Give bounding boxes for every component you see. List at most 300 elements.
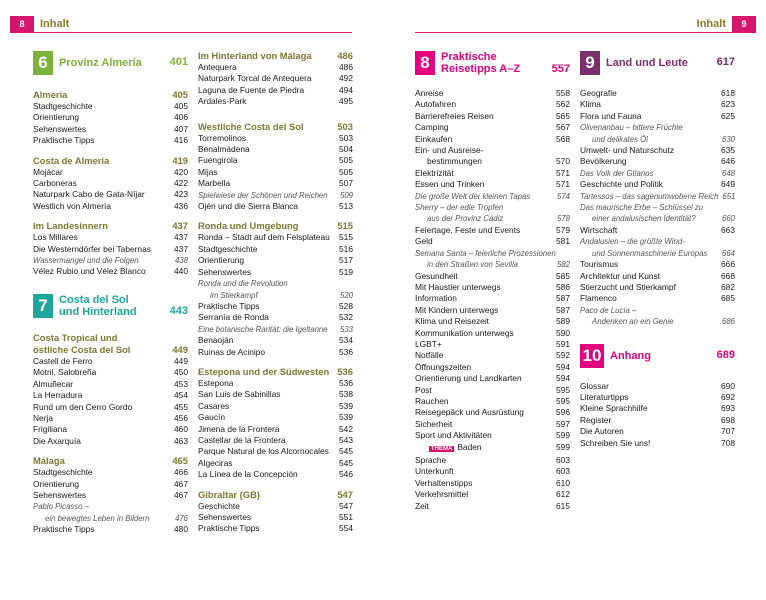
toc-entry-title: Castell de Ferro bbox=[33, 355, 93, 366]
subsection-heading[interactable]: Im Hinterland von Málaga 486 bbox=[198, 50, 353, 61]
toc-entry[interactable] bbox=[198, 435, 353, 446]
toc-entry-page: 594 bbox=[556, 361, 570, 372]
toc-entry[interactable] bbox=[198, 335, 353, 346]
toc-entry[interactable] bbox=[415, 455, 570, 466]
header-title-left: Inhalt bbox=[40, 18, 70, 30]
subsection-heading[interactable]: Estepona und der Südwesten 536 bbox=[198, 365, 353, 377]
toc-entry-title: Post bbox=[415, 384, 432, 395]
toc-entry[interactable] bbox=[580, 305, 735, 316]
toc-entry-page: 646 bbox=[721, 156, 735, 167]
toc-entry[interactable] bbox=[33, 424, 188, 435]
toc-entry[interactable] bbox=[580, 248, 735, 259]
toc-entry-title: Orientierung bbox=[33, 112, 80, 123]
toc-entry[interactable] bbox=[580, 236, 735, 247]
toc-entry-page: 597 bbox=[556, 418, 570, 429]
section-title: Land und Leute bbox=[606, 57, 688, 69]
toc-entry-page: 603 bbox=[556, 455, 570, 465]
subsection-heading[interactable]: Costa de Almería 419 bbox=[33, 154, 188, 166]
toc-entry-title: Das Volk der Gitanos bbox=[580, 168, 654, 178]
toc-entry[interactable] bbox=[198, 144, 353, 155]
toc-entry-page: 546 bbox=[339, 469, 353, 480]
toc-entry-title: La Línea de la Concepción bbox=[198, 469, 298, 480]
toc-entry-title: Mit Kindern unterwegs bbox=[415, 304, 499, 315]
toc-entry[interactable] bbox=[33, 266, 188, 277]
toc-entry-title: Klima bbox=[580, 99, 601, 110]
section-number: 9 bbox=[580, 51, 600, 75]
toc-entry-title: Mojácar bbox=[33, 166, 63, 177]
toc-entry-page: 663 bbox=[721, 224, 735, 235]
subsection-heading[interactable]: Gibraltar (GB) 547 bbox=[198, 488, 353, 500]
toc-entry[interactable] bbox=[198, 155, 353, 166]
subsection-heading[interactable]: Ronda und Umgebung 515 bbox=[198, 220, 353, 232]
toc-entry-page: 686 bbox=[721, 317, 735, 327]
toc-entry-title: Geschichte und Politik bbox=[580, 179, 663, 190]
toc-entry-title: Literaturtipps bbox=[580, 391, 629, 402]
subsection-heading[interactable]: Im Landesinnern 437 bbox=[33, 220, 188, 232]
toc-entry[interactable] bbox=[580, 134, 735, 145]
toc-entry-page: 505 bbox=[339, 155, 353, 166]
toc-entry[interactable] bbox=[580, 88, 735, 99]
toc-entry-page: 664 bbox=[721, 248, 735, 258]
toc-entry-title: Geld bbox=[415, 236, 433, 247]
toc-entry[interactable] bbox=[198, 255, 353, 266]
toc-entry[interactable] bbox=[415, 122, 570, 133]
toc-entry-page: 536 bbox=[339, 377, 353, 388]
toc-entry[interactable] bbox=[415, 191, 570, 202]
toc-entry-page: 581 bbox=[556, 236, 570, 247]
toc-entry[interactable]: Praktische Tipps 480 bbox=[33, 524, 188, 535]
toc-entry-page: 405 bbox=[174, 101, 188, 111]
toc-entry[interactable] bbox=[198, 301, 353, 312]
toc-entry[interactable] bbox=[33, 124, 188, 135]
toc-entry[interactable] bbox=[33, 379, 188, 390]
subsection-heading[interactable]: Almería 405 bbox=[33, 89, 188, 100]
toc-entry-title: Tourismus bbox=[580, 259, 619, 270]
toc-entry[interactable] bbox=[415, 501, 570, 512]
toc-entry-page: 692 bbox=[721, 391, 735, 402]
header-title-right: Inhalt bbox=[696, 18, 726, 30]
toc-entry-page: 505 bbox=[339, 166, 353, 177]
toc-entry[interactable] bbox=[198, 178, 353, 189]
thema-badge: THEMA bbox=[431, 445, 453, 452]
toc-entry-page: 533 bbox=[339, 324, 353, 334]
section-number: 8 bbox=[415, 51, 435, 75]
toc-entry[interactable] bbox=[580, 179, 735, 190]
toc-entry-title: Zeit bbox=[415, 500, 429, 511]
toc-entry[interactable] bbox=[198, 232, 353, 243]
toc-entry[interactable] bbox=[33, 244, 188, 255]
toc-entry-title: Mit Haustier unterwegs bbox=[415, 281, 501, 292]
section-title: Costa del Sol und Hinterland bbox=[59, 293, 137, 318]
toc-entry-page: 538 bbox=[339, 389, 353, 400]
toc-column-2 bbox=[198, 49, 353, 535]
toc-entry-title: Nerja bbox=[33, 412, 54, 423]
toc-entry-page: 440 bbox=[174, 266, 188, 277]
toc-entry[interactable] bbox=[415, 489, 570, 500]
toc-entry[interactable] bbox=[580, 282, 735, 293]
toc-entry-title: Ein- und Ausreise- bbox=[415, 145, 484, 156]
toc-entry[interactable] bbox=[198, 469, 353, 480]
toc-entry[interactable] bbox=[198, 267, 353, 278]
toc-entry-page: 708 bbox=[721, 437, 735, 448]
toc-entry-title: Die große Welt der kleinen Tapas bbox=[415, 191, 531, 201]
section-page: 401 bbox=[169, 56, 188, 69]
toc-entry[interactable] bbox=[415, 282, 570, 293]
toc-entry-title: Jimena de la Frontera bbox=[198, 423, 280, 434]
toc-entry-page: 422 bbox=[174, 178, 188, 189]
toc-entry[interactable] bbox=[198, 190, 353, 201]
toc-entry-title: Parque Natural de los Alcornocales bbox=[198, 446, 329, 457]
section-9-heading[interactable] bbox=[580, 51, 735, 75]
toc-entry[interactable] bbox=[198, 96, 353, 107]
toc-entry-title: Sehenswertes bbox=[198, 266, 252, 277]
toc-entry-title: Wirtschaft bbox=[580, 224, 618, 235]
toc-entry[interactable] bbox=[33, 201, 188, 212]
toc-entry[interactable]: ein bewegtes Leben in Bildern 476 bbox=[45, 513, 188, 523]
toc-entry[interactable] bbox=[33, 167, 188, 178]
section-6-heading[interactable] bbox=[33, 51, 188, 75]
toc-entry-title: Stadtgeschichte bbox=[33, 467, 93, 478]
toc-entry-page: 648 bbox=[721, 168, 735, 178]
toc-entry[interactable] bbox=[580, 145, 735, 156]
toc-entry[interactable] bbox=[415, 213, 570, 224]
toc-entry-page: 407 bbox=[174, 123, 188, 134]
toc-entry-page: 507 bbox=[339, 178, 353, 189]
toc-entry-page: 532 bbox=[339, 312, 353, 323]
toc-entry-page: 582 bbox=[556, 260, 570, 270]
toc-entry[interactable] bbox=[580, 202, 735, 213]
toc-entry[interactable] bbox=[415, 293, 570, 304]
section-title: Praktische Reisetipps A–Z bbox=[441, 51, 521, 75]
toc-entry[interactable] bbox=[415, 328, 570, 339]
toc-entry-page: 492 bbox=[339, 73, 353, 84]
toc-entry-title: Kleine Sprachhilfe bbox=[580, 403, 648, 414]
toc-entry-page: 543 bbox=[339, 434, 353, 445]
toc-entry-title: Ardales-Park bbox=[198, 96, 247, 107]
toc-entry[interactable] bbox=[415, 419, 570, 430]
toc-entry-thema[interactable]: THEMA Baden 599 bbox=[431, 441, 570, 452]
toc-entry[interactable] bbox=[580, 168, 735, 179]
toc-entry-page: 542 bbox=[339, 423, 353, 434]
toc-entry[interactable] bbox=[415, 362, 570, 373]
toc-entry-page: 416 bbox=[174, 135, 188, 146]
toc-column-3 bbox=[415, 49, 570, 512]
toc-entry-title: Sehenswertes bbox=[33, 489, 87, 500]
toc-entry[interactable] bbox=[415, 339, 570, 350]
subsection-heading[interactable]: Costa Tropical und östliche Costa del Sol 449 bbox=[33, 331, 188, 355]
toc-entry-page: 612 bbox=[556, 489, 570, 500]
toc-entry[interactable] bbox=[33, 189, 188, 200]
toc-entry-title: Bevölkerung bbox=[580, 156, 627, 167]
toc-entry-title: bestimmungen bbox=[427, 156, 482, 167]
toc-entry-page: 618 bbox=[721, 88, 735, 98]
toc-entry[interactable] bbox=[198, 312, 353, 323]
toc-entry[interactable] bbox=[33, 135, 188, 146]
toc-entry-page: 625 bbox=[721, 110, 735, 121]
toc-entry[interactable] bbox=[198, 512, 353, 523]
toc-entry[interactable] bbox=[198, 401, 353, 412]
toc-entry-title: Semana Santa – feierliche Prozessionen bbox=[415, 248, 556, 258]
toc-entry-title: Das maurische Erbe – Schlüssel zu bbox=[580, 203, 704, 213]
toc-entry-page: 595 bbox=[556, 384, 570, 395]
toc-entry[interactable] bbox=[580, 426, 735, 437]
toc-entry[interactable]: im Stierkampf 520 bbox=[210, 290, 353, 300]
toc-entry[interactable] bbox=[198, 133, 353, 144]
toc-entry-page: 460 bbox=[174, 424, 188, 435]
toc-entry[interactable] bbox=[415, 259, 570, 270]
subsection-heading[interactable]: Westliche Costa del Sol 503 bbox=[198, 120, 353, 132]
toc-entry[interactable] bbox=[198, 378, 353, 389]
toc-entry-page: 547 bbox=[339, 500, 353, 511]
toc-entry-page: 551 bbox=[339, 512, 353, 522]
toc-entry-page: 539 bbox=[339, 400, 353, 411]
toc-entry-page: 589 bbox=[556, 316, 570, 327]
toc-entry[interactable] bbox=[580, 191, 735, 202]
toc-entry[interactable] bbox=[580, 111, 735, 122]
toc-entry[interactable] bbox=[33, 178, 188, 189]
toc-entry[interactable] bbox=[580, 122, 735, 133]
toc-entry[interactable] bbox=[580, 392, 735, 403]
toc-entry-page: 690 bbox=[721, 380, 735, 391]
toc-entry-title: Tartessos – das sagenumwobene Reich bbox=[580, 191, 719, 201]
toc-entry-title: Gesundheit bbox=[415, 270, 458, 281]
toc-entry[interactable] bbox=[33, 112, 188, 123]
toc-entry[interactable] bbox=[415, 248, 570, 259]
toc-entry[interactable] bbox=[33, 402, 188, 413]
toc-entry[interactable] bbox=[33, 356, 188, 367]
toc-entry[interactable] bbox=[580, 403, 735, 414]
toc-entry-title: Camping bbox=[415, 122, 449, 133]
toc-entry[interactable] bbox=[415, 430, 570, 441]
toc-entry-title: Rauchen bbox=[415, 395, 449, 406]
toc-entry-page: 567 bbox=[556, 122, 570, 133]
toc-entry-title: Andenken an ein Genie bbox=[592, 317, 674, 327]
section-10-heading[interactable] bbox=[580, 344, 735, 368]
toc-entry[interactable] bbox=[198, 501, 353, 512]
toc-entry-page: 516 bbox=[339, 243, 353, 254]
section-8-heading[interactable] bbox=[415, 51, 570, 75]
toc-entry[interactable] bbox=[415, 478, 570, 489]
toc-entry-page: 517 bbox=[339, 255, 353, 266]
toc-entry[interactable] bbox=[198, 85, 353, 96]
toc-entry-page: 539 bbox=[339, 412, 353, 423]
toc-entry-page: 494 bbox=[339, 84, 353, 95]
toc-entry-title: Serranía de Ronda bbox=[198, 312, 269, 323]
header-rule-right bbox=[415, 32, 756, 33]
toc-entry-page: 595 bbox=[556, 395, 570, 406]
toc-entry-title: Rund um den Cerro Gordo bbox=[33, 401, 133, 412]
toc-entry[interactable] bbox=[415, 168, 570, 179]
toc-entry[interactable] bbox=[33, 467, 188, 478]
toc-entry-page: 592 bbox=[556, 350, 570, 361]
toc-entry[interactable] bbox=[198, 458, 353, 469]
toc-entry[interactable] bbox=[415, 88, 570, 99]
toc-entry[interactable] bbox=[580, 213, 735, 224]
toc-entry[interactable] bbox=[415, 145, 570, 156]
toc-entry[interactable] bbox=[33, 490, 188, 501]
toc-entry[interactable] bbox=[415, 350, 570, 361]
toc-entry[interactable] bbox=[415, 134, 570, 145]
toc-entry[interactable] bbox=[580, 381, 735, 392]
toc-entry-title: Kommunikation unterwegs bbox=[415, 327, 514, 338]
toc-entry-title: und Sonnenmaschinerie Europas bbox=[592, 248, 708, 258]
toc-entry-title: Torremolinos bbox=[198, 132, 246, 143]
toc-entry[interactable] bbox=[415, 99, 570, 110]
toc-entry[interactable] bbox=[415, 179, 570, 190]
toc-entry-title: Stadtgeschichte bbox=[33, 101, 93, 111]
toc-entry-page: 467 bbox=[174, 478, 188, 489]
toc-entry[interactable] bbox=[198, 412, 353, 423]
toc-entry-page: 554 bbox=[339, 523, 353, 534]
toc-entry-page: 623 bbox=[721, 99, 735, 110]
toc-entry-title: Gaucín bbox=[198, 412, 226, 423]
toc-entry-page: 578 bbox=[556, 214, 570, 224]
toc-entry-page: 587 bbox=[556, 293, 570, 304]
toc-entry-page: 668 bbox=[721, 270, 735, 281]
toc-entry[interactable] bbox=[33, 101, 188, 112]
toc-entry[interactable] bbox=[33, 436, 188, 447]
toc-entry[interactable] bbox=[33, 479, 188, 490]
toc-entry-page: 571 bbox=[556, 179, 570, 190]
toc-entry-title: Autofahren bbox=[415, 99, 456, 110]
toc-entry-page: 693 bbox=[721, 403, 735, 414]
toc-entry-title: Algeciras bbox=[198, 457, 233, 468]
toc-entry-title: Frigiliana bbox=[33, 424, 67, 435]
toc-entry-title: Benaoján bbox=[198, 335, 234, 346]
toc-entry[interactable] bbox=[580, 225, 735, 236]
toc-entry[interactable] bbox=[198, 446, 353, 457]
toc-entry[interactable] bbox=[33, 255, 188, 266]
toc-entry[interactable] bbox=[415, 111, 570, 122]
toc-entry-page: 590 bbox=[556, 327, 570, 338]
toc-entry-page: 463 bbox=[174, 435, 188, 446]
toc-entry-title: Sherry – der edle Tropfen bbox=[415, 203, 504, 213]
toc-entry[interactable] bbox=[580, 259, 735, 270]
toc-entry-page: 467 bbox=[174, 489, 188, 500]
toc-entry[interactable] bbox=[415, 385, 570, 396]
toc-entry-title: Los Millares bbox=[33, 232, 78, 243]
toc-entry[interactable] bbox=[33, 367, 188, 378]
toc-column-1 bbox=[33, 49, 188, 536]
toc-entry-title: Register bbox=[580, 414, 612, 425]
toc-entry[interactable] bbox=[198, 73, 353, 84]
toc-entry[interactable] bbox=[580, 271, 735, 282]
toc-entry[interactable] bbox=[415, 316, 570, 327]
toc-entry[interactable] bbox=[415, 236, 570, 247]
toc-entry-title: Paco de Lucía – bbox=[580, 305, 637, 315]
toc-entry-title: La Herradura bbox=[33, 390, 83, 401]
toc-entry-title: Klima und Reisezeit bbox=[415, 316, 490, 327]
toc-entry-title: Die Autoren bbox=[580, 426, 624, 437]
toc-entry-page: 545 bbox=[339, 457, 353, 468]
toc-entry-title: Almuñecar bbox=[33, 378, 74, 389]
toc-entry[interactable] bbox=[33, 390, 188, 401]
toc-entry[interactable] bbox=[198, 424, 353, 435]
toc-entry[interactable] bbox=[198, 523, 353, 534]
toc-entry-title: Einkaufen bbox=[415, 133, 453, 144]
toc-entry-page: 423 bbox=[174, 189, 188, 200]
toc-entry[interactable] bbox=[33, 413, 188, 424]
toc-entry-page: 562 bbox=[556, 99, 570, 110]
toc-entry-title: Ronda – Stadt auf dem Felsplateau bbox=[198, 232, 330, 243]
toc-entry-title: Fuengirola bbox=[198, 155, 238, 166]
toc-entry-page: 596 bbox=[556, 407, 570, 418]
toc-entry[interactable] bbox=[415, 305, 570, 316]
toc-entry-page: 565 bbox=[556, 110, 570, 121]
toc-entry-title: Flora und Fauna bbox=[580, 110, 642, 121]
toc-entry-title: Stierzucht und Stierkampf bbox=[580, 281, 676, 292]
toc-entry-title: Praktische Tipps bbox=[198, 523, 260, 534]
toc-entry-title: Notfälle bbox=[415, 350, 444, 361]
toc-entry-title: Westlich von Almería bbox=[33, 200, 112, 211]
section-title: Provinz Almería bbox=[59, 57, 142, 69]
toc-entry[interactable] bbox=[33, 232, 188, 243]
toc-entry-page: 649 bbox=[721, 179, 735, 190]
toc-entry-page: 486 bbox=[339, 62, 353, 72]
toc-entry[interactable] bbox=[415, 407, 570, 418]
toc-entry-title: Benalmádena bbox=[198, 144, 250, 155]
toc-entry[interactable] bbox=[580, 316, 735, 327]
toc-entry[interactable] bbox=[580, 415, 735, 426]
toc-entry[interactable] bbox=[415, 156, 570, 167]
toc-entry[interactable]: Pablo Picasso – bbox=[33, 502, 89, 512]
toc-entry[interactable]: Ronda und die Revolution bbox=[198, 279, 288, 289]
toc-entry-title: Motril, Salobreña bbox=[33, 367, 97, 378]
toc-entry[interactable] bbox=[580, 156, 735, 167]
toc-entry-title: Praktische Tipps bbox=[198, 300, 260, 311]
toc-entry-title: Marbella bbox=[198, 178, 231, 189]
toc-entry-title: Sport und Aktivitäten bbox=[415, 430, 492, 441]
toc-entry[interactable] bbox=[415, 373, 570, 384]
toc-entry[interactable] bbox=[415, 396, 570, 407]
toc-entry[interactable] bbox=[198, 167, 353, 178]
toc-entry[interactable] bbox=[580, 438, 735, 449]
toc-entry-title: einer andalusischen Identität? bbox=[592, 214, 696, 224]
toc-entry-title: Feiertage, Feste und Events bbox=[415, 224, 521, 235]
toc-entry-title: Barrierefreies Reisen bbox=[415, 110, 494, 121]
toc-entry[interactable] bbox=[415, 202, 570, 213]
toc-entry[interactable] bbox=[415, 271, 570, 282]
toc-entry-page: 685 bbox=[721, 293, 735, 304]
section-7-heading[interactable] bbox=[33, 294, 188, 318]
toc-entry-title: Wassermangel und die Folgen bbox=[33, 256, 139, 266]
toc-entry[interactable] bbox=[580, 293, 735, 304]
toc-entry-title: Glossar bbox=[580, 380, 609, 391]
toc-entry-page: 450 bbox=[174, 367, 188, 378]
toc-entry-page: 509 bbox=[339, 190, 353, 200]
toc-entry-page: 449 bbox=[174, 355, 188, 366]
toc-entry-page: 536 bbox=[339, 346, 353, 357]
toc-entry[interactable] bbox=[198, 347, 353, 358]
toc-entry-page: 571 bbox=[556, 167, 570, 178]
toc-entry-title: Sicherheit bbox=[415, 418, 453, 429]
toc-entry-page: 437 bbox=[174, 243, 188, 254]
toc-entry[interactable] bbox=[198, 201, 353, 212]
toc-entry[interactable] bbox=[198, 62, 353, 73]
toc-entry-page: 591 bbox=[556, 338, 570, 349]
toc-entry-page: 586 bbox=[556, 281, 570, 292]
toc-entry-page: 682 bbox=[721, 281, 735, 292]
toc-entry[interactable] bbox=[580, 99, 735, 110]
toc-entry[interactable] bbox=[198, 389, 353, 400]
toc-entry-title: Andalusien – die größte Wind- bbox=[580, 237, 685, 247]
toc-entry[interactable] bbox=[198, 324, 353, 335]
toc-entry[interactable] bbox=[198, 244, 353, 255]
toc-entry[interactable] bbox=[415, 225, 570, 236]
toc-entry[interactable] bbox=[415, 466, 570, 477]
subsection-heading[interactable]: Málaga 465 bbox=[33, 455, 188, 467]
toc-entry-page: 707 bbox=[721, 426, 735, 437]
